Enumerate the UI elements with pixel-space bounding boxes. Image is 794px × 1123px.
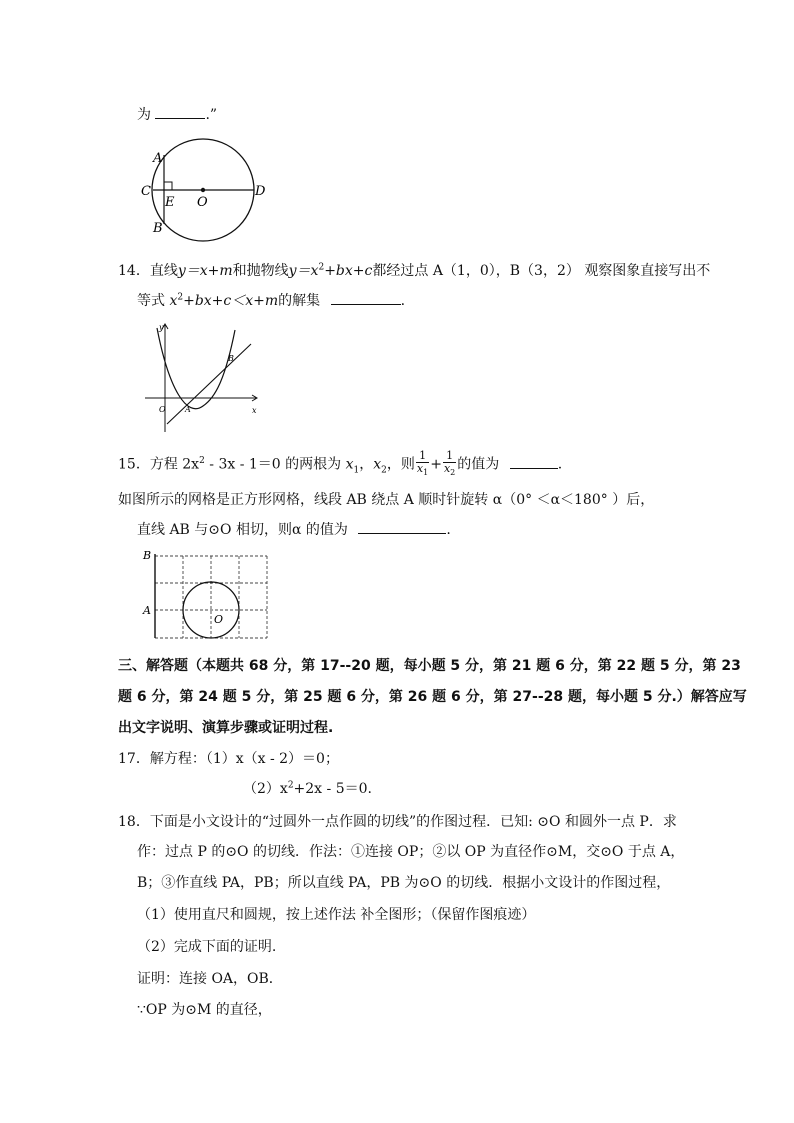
- q15-text: 方程 2x: [149, 456, 200, 473]
- label-b: B: [153, 221, 163, 236]
- q13-circle-figure: [135, 135, 275, 245]
- q14-text: 直线: [149, 263, 178, 279]
- center-o-dot: [201, 188, 205, 192]
- q17-line2: [243, 778, 372, 798]
- q14-parabola-eq: y＝x: [288, 263, 319, 279]
- q14-point-a: A（1，0），: [432, 263, 510, 279]
- q18-item1: （1）使用直尺和圆规，按上述作法 补全图形；（保留作图痕迹）: [137, 907, 536, 923]
- frac-num: 1: [416, 450, 429, 463]
- q15-text: - 3x - 1＝0 的两根为: [204, 456, 342, 473]
- label-o: O: [214, 613, 224, 626]
- q15-comma: ，: [359, 456, 374, 473]
- q16-grid-figure: [140, 546, 275, 646]
- q14-text: 等式: [137, 293, 165, 309]
- label-y: y: [159, 323, 164, 332]
- section3-line2: 题 6 分，第 24 题 5 分，第 25 题 6 分，第 26 题 6 分，第 27--28 题，每小题 5 分.）解答应写: [118, 689, 747, 705]
- q15-end: .: [557, 456, 563, 473]
- q14-text: 的解集: [278, 293, 321, 309]
- q13-prefix: 为: [137, 107, 151, 123]
- q14-parabola-eq-b: +bx+c: [324, 263, 373, 279]
- q16-line2: [137, 519, 451, 539]
- q16-blank: [358, 521, 446, 534]
- section3-line1: 三、解答题（本题共 68 分，第 17--20 题，每小题 5 分，第 21 题 6 分，第 22 题 5 分，第 23: [118, 658, 741, 674]
- q18-proof1: 证明：连接 OA，OB．: [137, 971, 283, 987]
- q14-point-b: B（3，2）: [509, 263, 580, 279]
- q14-graph: [143, 320, 268, 435]
- frac-num: 1: [443, 450, 456, 463]
- q13-blank: [155, 106, 205, 119]
- label-a: A: [143, 604, 151, 617]
- q14-sup: 2: [318, 262, 325, 273]
- q16-line1: 如图所示的网格是正方形网格，线段 AB 绕点 A 顺时针旋转 α（0° ＜α＜180° ）后，: [118, 492, 655, 508]
- frac-den-var: x: [443, 462, 451, 476]
- q18-line2: 作：过点 P 的⊙O 的切线．作法：①连接 OP；②以 OP 为直径作⊙M，交⊙O 于点 A，: [137, 844, 685, 860]
- q15-sub: 2: [381, 465, 387, 476]
- q15-text: ，则: [386, 456, 415, 473]
- dashed-grid: [155, 556, 267, 638]
- q16-text: 直线 AB 与⊙O 相切，则α 的值为: [137, 522, 348, 538]
- q16-end: .: [446, 522, 451, 538]
- q14-line-eq: y＝x+m: [177, 263, 233, 279]
- q18-item2: （2）完成下面的证明.: [137, 939, 277, 955]
- frac-den-sub: 2: [450, 468, 456, 478]
- q17-text: （2）x: [243, 781, 288, 797]
- q14-number: 14．: [118, 263, 150, 279]
- q14-text: 都经过点: [372, 263, 429, 279]
- q15-blank: [510, 456, 558, 469]
- q15-sub: 1: [353, 465, 360, 476]
- frac-den-var: x: [416, 462, 424, 476]
- label-point-a: A: [185, 405, 191, 414]
- label-a: A: [153, 151, 163, 166]
- q15-fraction-1: [416, 450, 429, 479]
- q15-root: x: [345, 456, 354, 473]
- q14-line1: [118, 260, 710, 280]
- q17-sup: 2: [287, 780, 294, 791]
- q15-text: 的值为: [457, 456, 500, 473]
- label-b: B: [143, 549, 152, 562]
- q15-fraction-2: [443, 450, 456, 479]
- q15-root: x: [373, 456, 382, 473]
- q15-plus: +: [430, 456, 442, 473]
- frac-den: [443, 463, 456, 479]
- q18-proof2: ∵OP 为⊙M 的直径，: [137, 1002, 272, 1018]
- q18-line1: 18．下面是小文设计的“过圆外一点作圆的切线”的作图过程．已知: ⊙O 和圆外一点 P．求: [118, 814, 677, 830]
- label-e: E: [165, 195, 175, 210]
- q17-line1: 17．解方程：（1）x（x - 2）＝0；: [118, 751, 339, 767]
- straight-line: [167, 344, 251, 424]
- label-o: O: [197, 195, 208, 210]
- label-x: x: [252, 406, 257, 415]
- label-c: C: [141, 184, 151, 199]
- label-origin: O: [159, 405, 166, 414]
- frac-den-sub: 1: [423, 468, 429, 478]
- q14-sup: 2: [177, 292, 184, 303]
- q14-end: .: [400, 293, 406, 309]
- q14-inequality: x: [169, 293, 178, 309]
- label-d: D: [255, 184, 266, 199]
- label-point-b: B: [228, 354, 234, 363]
- q17-text: +2x - 5＝0.: [293, 781, 372, 797]
- q13-answer-line: [137, 104, 217, 124]
- q15-sup: 2: [199, 456, 205, 466]
- q14-inequality-b: +bx+c＜x+m: [183, 293, 279, 309]
- q15-number: 15．: [118, 456, 150, 473]
- right-angle-mark: [164, 182, 172, 190]
- q14-blank: [331, 292, 401, 305]
- section3-line3: 出文字说明、演算步骤或证明过程.: [118, 720, 334, 736]
- q14-text: 和抛物线: [232, 263, 289, 279]
- q15-line: [118, 446, 562, 476]
- q14-line2: [137, 290, 405, 310]
- q14-text: 观察图象直接写出不: [584, 263, 711, 279]
- q13-suffix: .”: [205, 107, 218, 123]
- frac-den: [416, 463, 429, 479]
- q18-line3: B；③作直线 PA，PB；所以直线 PA，PB 为⊙O 的切线．根据小文设计的作图过程，: [137, 875, 671, 891]
